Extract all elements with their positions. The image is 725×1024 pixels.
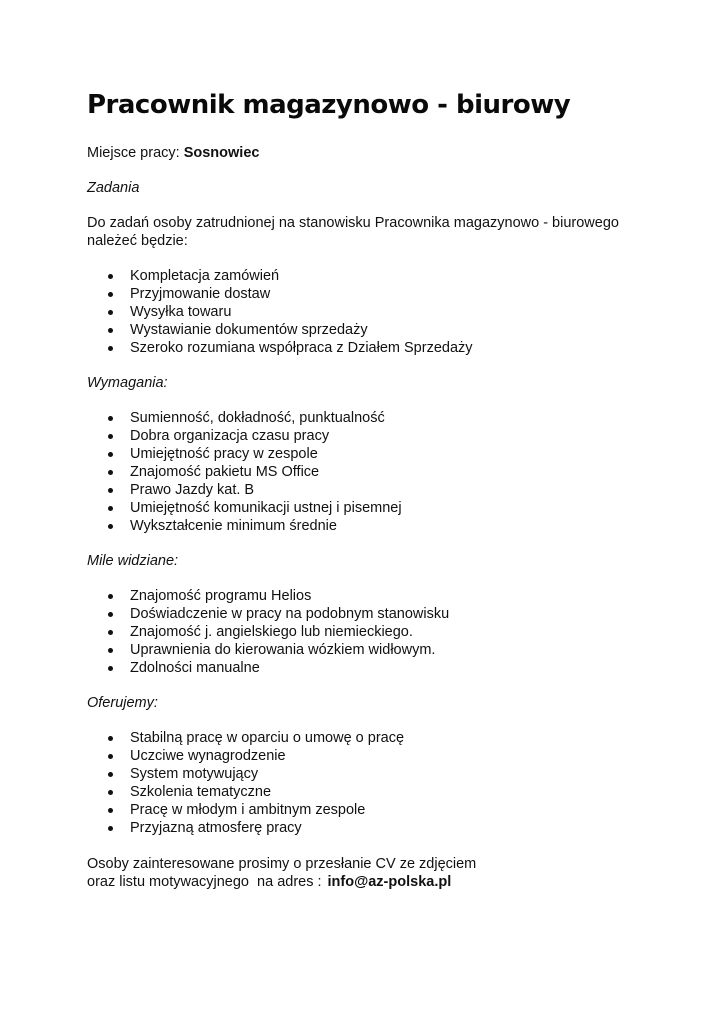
bullet-icon [108, 790, 113, 795]
list-item [87, 783, 687, 801]
list-item-text: Sumienność, dokładność, punktualność [130, 410, 385, 426]
bullet-icon [108, 772, 113, 777]
closing-line-2-text: oraz listu motywacyjnego na adres : [87, 874, 322, 890]
bullet-icon [108, 648, 113, 653]
list-item-text: Doświadczenie w pracy na podobnym stanowisku [130, 606, 450, 622]
bullet-icon [108, 310, 113, 315]
list-item [87, 641, 687, 659]
list-item [87, 303, 687, 321]
list-item-text: Przyjmowanie dostaw [130, 286, 271, 302]
nice-to-have-list [87, 587, 687, 677]
bullet-icon [108, 328, 113, 333]
bullet-icon [108, 736, 113, 741]
list-item [87, 499, 687, 517]
list-item [87, 801, 687, 819]
requirements-list [87, 409, 687, 535]
list-item [87, 659, 687, 677]
list-item [87, 409, 687, 427]
list-item-text: Kompletacja zamówień [130, 268, 280, 284]
list-item-text: Uczciwe wynagrodzenie [130, 748, 286, 764]
list-item-text: Prawo Jazdy kat. B [130, 482, 255, 498]
job-location [87, 144, 687, 162]
list-item [87, 747, 687, 765]
tasks-heading: Zadania [87, 180, 140, 196]
list-item-text: Wykształcenie minimum średnie [130, 518, 337, 534]
list-item-text: Pracę w młodym i ambitnym zespole [130, 802, 366, 818]
list-item-text: Szkolenia tematyczne [130, 784, 272, 800]
job-posting [87, 86, 687, 891]
contact-email: info@az-polska.pl [327, 874, 452, 890]
tasks-intro-line-2: należeć będzie: [87, 233, 188, 249]
closing-line-2 [87, 873, 687, 891]
list-item [87, 285, 687, 303]
list-item [87, 819, 687, 837]
bullet-icon [108, 754, 113, 759]
list-item-text: Dobra organizacja czasu pracy [130, 428, 330, 444]
bullet-icon [108, 470, 113, 475]
closing-line-1: Osoby zainteresowane prosimy o przesłanie CV ze zdjęciem [87, 856, 477, 872]
page-title: Pracownik magazynowo - biurowy [87, 90, 571, 120]
bullet-icon [108, 808, 113, 813]
list-item [87, 765, 687, 783]
list-item [87, 481, 687, 499]
tasks-intro-line-1: Do zadań osoby zatrudnionej na stanowisku Pracownika magazynowo - biurowego [87, 215, 619, 231]
list-item-text: Stabilną pracę w oparciu o umowę o pracę [130, 730, 405, 746]
list-item-text: Przyjazną atmosferę pracy [130, 820, 302, 836]
list-item-text: Umiejętność pracy w zespole [130, 446, 318, 462]
list-item [87, 729, 687, 747]
list-item-text: Wystawianie dokumentów sprzedaży [130, 322, 368, 338]
location-value: Sosnowiec [183, 145, 260, 161]
nice-to-have-heading: Mile widziane: [87, 553, 179, 569]
list-item [87, 427, 687, 445]
bullet-icon [108, 274, 113, 279]
bullet-icon [108, 826, 113, 831]
bullet-icon [108, 630, 113, 635]
list-item [87, 445, 687, 463]
closing-paragraph [87, 855, 687, 891]
list-item [87, 517, 687, 535]
bullet-icon [108, 506, 113, 511]
offer-list [87, 729, 687, 837]
list-item-text: Umiejętność komunikacji ustnej i pisemnej [130, 500, 402, 516]
offer-heading: Oferujemy: [87, 695, 158, 711]
requirements-heading: Wymagania: [87, 375, 168, 391]
list-item-text: Wysyłka towaru [130, 304, 232, 320]
tasks-list [87, 267, 687, 357]
bullet-icon [108, 612, 113, 617]
list-item-text: Znajomość programu Helios [130, 588, 312, 604]
list-item-text: Uprawnienia do kierowania wózkiem widłowym. [130, 642, 436, 658]
bullet-icon [108, 488, 113, 493]
bullet-icon [108, 434, 113, 439]
list-item [87, 339, 687, 357]
list-item-text: Zdolności manualne [130, 660, 260, 676]
location-label: Miejsce pracy: [87, 145, 180, 161]
bullet-icon [108, 666, 113, 671]
list-item-text: Szeroko rozumiana współpraca z Działem Sprzedaży [130, 340, 473, 356]
bullet-icon [108, 594, 113, 599]
bullet-icon [108, 452, 113, 457]
bullet-icon [108, 524, 113, 529]
bullet-icon [108, 346, 113, 351]
list-item [87, 463, 687, 481]
list-item [87, 623, 687, 641]
list-item [87, 267, 687, 285]
list-item [87, 587, 687, 605]
bullet-icon [108, 292, 113, 297]
list-item-text: Znajomość j. angielskiego lub niemieckiego. [130, 624, 413, 640]
bullet-icon [108, 416, 113, 421]
list-item-text: System motywujący [130, 766, 259, 782]
tasks-intro [87, 214, 687, 250]
list-item-text: Znajomość pakietu MS Office [130, 464, 320, 480]
list-item [87, 321, 687, 339]
list-item [87, 605, 687, 623]
